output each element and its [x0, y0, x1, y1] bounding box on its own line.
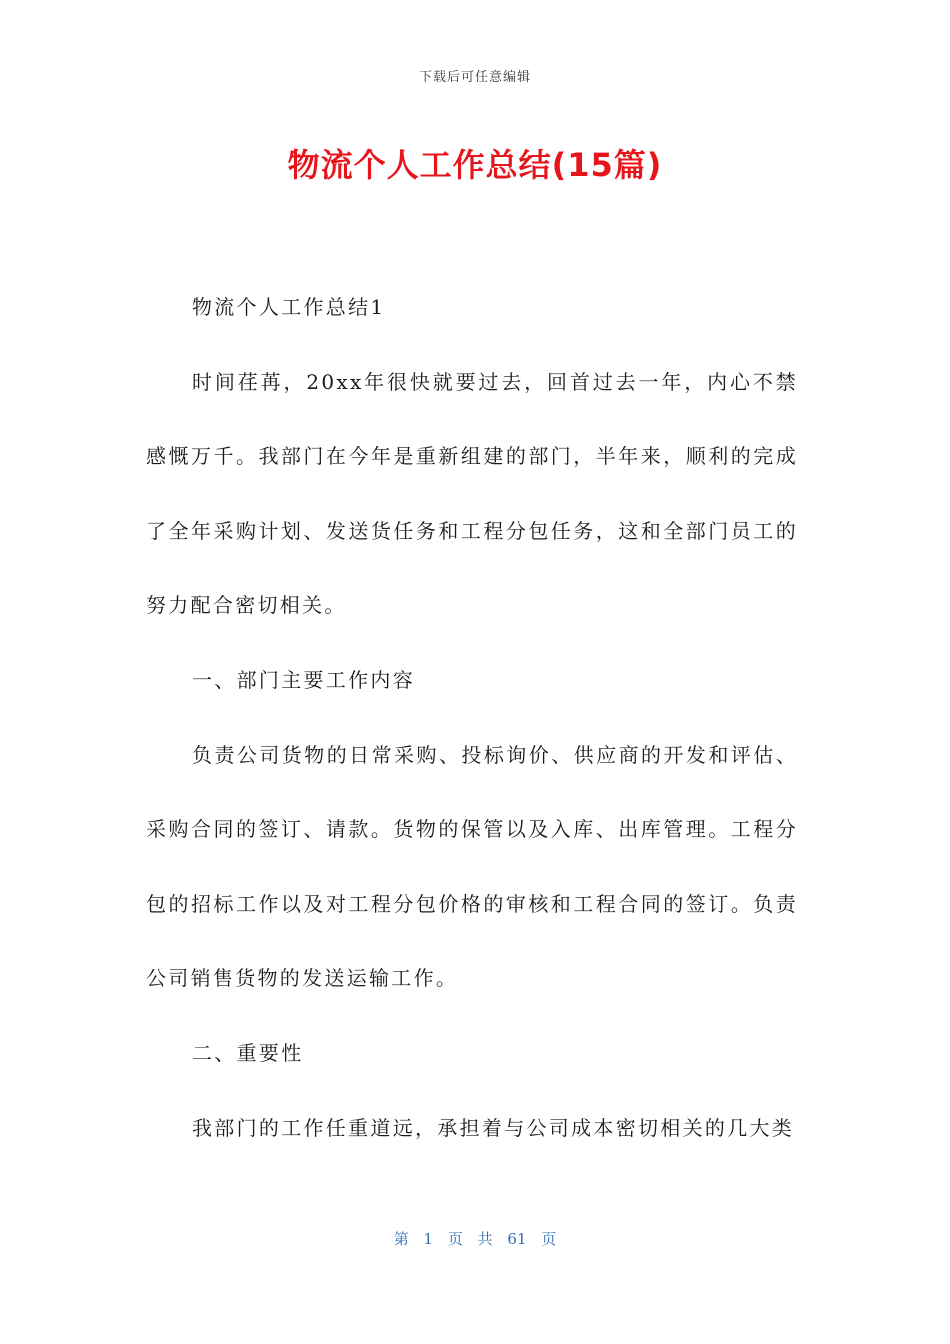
current-page-number: 1 [423, 1230, 434, 1248]
body-paragraph: 我部门的工作任重道远，承担着与公司成本密切相关的几大类 [192, 1115, 795, 1140]
page-label: 第 [393, 1230, 409, 1248]
header-note: 下载后可任意编辑 [418, 70, 531, 85]
document-body [146, 270, 798, 1165]
document-title: 物流个人工作总结(15篇) [287, 146, 663, 184]
total-pages-number: 61 [507, 1230, 527, 1248]
total-label: 共 [477, 1230, 493, 1248]
page-unit: 页 [447, 1230, 463, 1248]
body-paragraph: 负责公司货物的日常采购、投标询价、供应商的开发和评估、采购合同的签订、请款。货物的保管以及入库、出库管理。工程分包的招标工作以及对工程分包价格的审核和工程合同的签订。负责公司销售货物的发送运输工作。 [146, 742, 798, 991]
section-heading: 物流个人工作总结1 [192, 295, 386, 319]
body-paragraph: 时间荏苒，20xx年很快就要过去，回首过去一年，内心不禁感慨万千。我部门在今年是重新组建的部门，半年来，顺利的完成了全年采购计划、发送货任务和工程分包任务，这和全部门员工的努力配合密切相关。 [146, 369, 798, 618]
section-heading: 二、重要性 [192, 1040, 304, 1065]
page-footer [0, 1228, 950, 1249]
total-unit: 页 [541, 1230, 557, 1248]
section-heading: 一、部门主要工作内容 [192, 667, 415, 692]
